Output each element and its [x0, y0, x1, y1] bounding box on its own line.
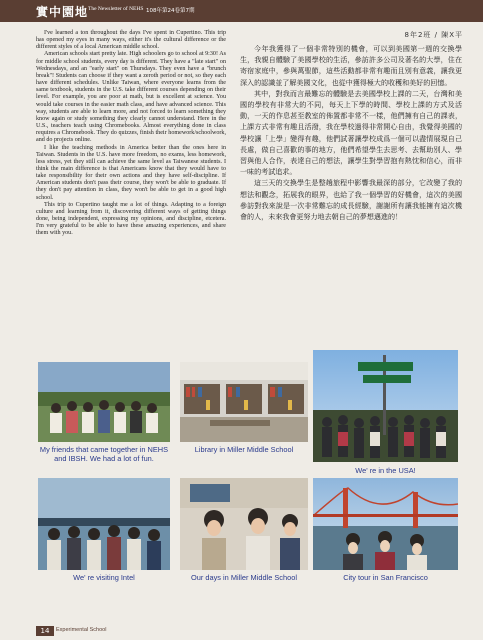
friends-photo — [38, 362, 170, 442]
newsletter-subtitle: The Newsletter of NEHS — [88, 6, 144, 12]
chinese-paragraph: 其中，對我而言最難忘的體驗是去美國學校上課的二天，台灣和美國的學校有非常大的不同，每天上下學的時間、學校上課的方式及活動，一天的作息甚至教室的佈置都非常不一樣，他們擁有自己的課表，上課方式非常有趣且活潑，我在學校過得非常開心自由，我覺得美國的學校讓「上學」變得有趣，他們試著讓學校成爲一個可以盡情展現自己長處，做自己喜歡的事的地方，他們希望學生去思考、去幫助別人、學習與他人合作，表達自己的想法，讓學生對學習抱有熱忱和信心，而非一味的考試追求。 — [240, 88, 462, 177]
issue-number: 108年第24卷第7期 — [146, 8, 195, 14]
masthead-bar — [0, 0, 483, 22]
english-article — [36, 30, 226, 238]
library-caption: Library in Miller Middle School — [194, 445, 294, 454]
chinese-paragraph: 今年我獲得了一個非常特別的機會，可以到美國第一週的交換學生，我親自體驗了美國學校的生活，參訪許多公司及著名的大學，住在寄宿家庭中，參與萬聖節，這些活動都非常有趣而且別有意義，讓我更深入的認識並了解美國文化，也從中獲得極大的收穫和美好的回憶。 — [240, 44, 462, 87]
san-francisco-photo — [313, 478, 458, 570]
page-number: 14 — [36, 626, 54, 636]
library-photo — [180, 362, 308, 442]
chinese-article — [240, 43, 462, 222]
school-days-photo — [180, 478, 308, 570]
friends-caption: My friends that came together in NEHS and IBSH. We had a lot of fun. — [39, 445, 169, 463]
article-author: 8年2班 / 陳X平 — [404, 31, 463, 39]
english-paragraph: American schools start pretty late. High schoolers go to school at 9:30! As for middle school students, every day is different. They have a "late start" on Wednesdays, and an "early start" on Thursdays. They even have a "brunch break"! Students can choose if they want a zeroth period or not, so they each have different schedules. Unlike Taiwan, where everyone learns from the same textbook, students in the U.S. take different courses depending on their level. For example, you are poor at math, but is excellent at science. You would take courses in the easier math class, and have advanced science. This way, students are able to learn more, and not forced to learn something they know again or study something they clearly cannot understand. Here in the U.S., teachers teach using Chromebooks. Almost everything done in class requires a Chromebook. They do quizzes, finish their homework/schoolwork, and do projects online. — [36, 51, 226, 144]
english-paragraph: I've learned a ton throughout the days I've spent in Cupertino. This trip has opened my eyes in many ways, either it's the cultural difference or the different styles of a local American middle school. — [36, 30, 226, 51]
footer-brand: Experimental School — [56, 627, 107, 633]
english-paragraph: I like the teaching methods in America better than the ones here in Taiwan. Students in the U.S. have more freedom, no exams, less homework, less stress, yet they still can achieve the same level as Taiwanese students. I think the main difference is that Americans know that they would have to take responsibility for their own actions and they have self-discipline. If American students don't pass their course, they won't be able to graduate. If they don't pay attention in class, they won't be able to get in a good high school. — [36, 144, 226, 201]
english-paragraph: This trip to Cupertino taught me a lot of things. Adapting to a foreign culture and learning from it, discovering different ways of getting things done, being independent, expressing my opinions, and discipline, etcetera. I'm very grateful to be able to have these amazing experiences, and share them with you. — [36, 201, 226, 237]
newsletter-title: 實中園地 — [36, 5, 89, 19]
intel-photo — [38, 478, 170, 570]
school-days-caption: Our days in Miller Middle School — [191, 573, 297, 582]
intel-caption: We' re visiting Intel — [73, 573, 135, 582]
chinese-paragraph: 這三天的交換學生是整趟旅程中影響我最深的部分，它改變了我的想法和觀念，拓展我的眼界，也給了我一個學習的好機會，這次的美國參訪對我來說是一次非常難忘的成長經驗，謝謝所有讓我能擁有這次機會的人，未來我會更努力地去朝自己的夢想邁進的！ — [240, 178, 462, 222]
san-francisco-caption: City tour in San Francisco — [343, 573, 428, 582]
usa-caption: We' re in the USA! — [355, 466, 416, 475]
usa-street-photo — [313, 350, 458, 462]
